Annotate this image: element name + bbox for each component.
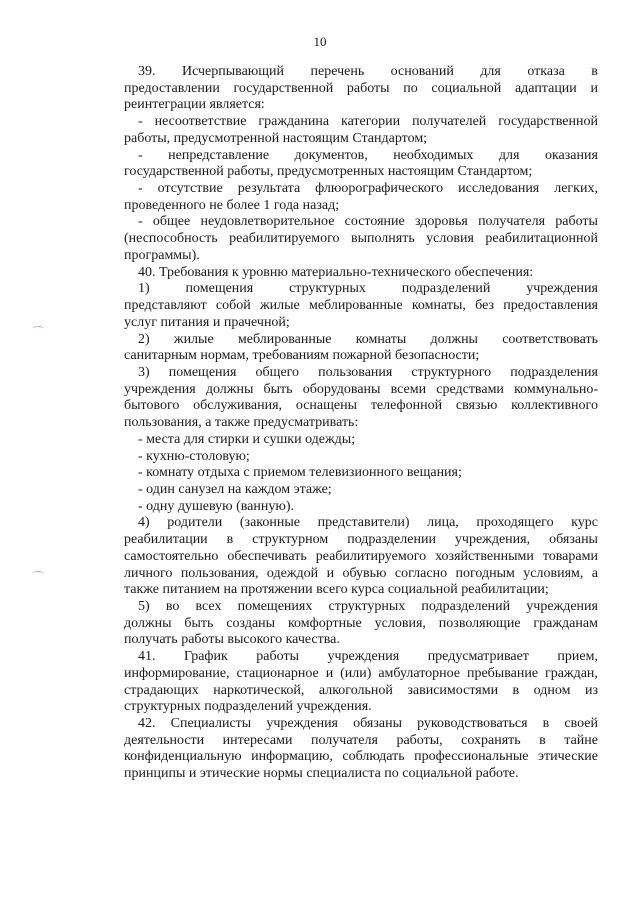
document-line: - один санузел на каждом этаже; [138, 481, 332, 497]
document-line: структурных подразделений учреждения. [124, 699, 372, 715]
document-line: 40. Требования к уровню материально-технического обеспечения: [138, 264, 534, 280]
document-line: деятельности интересами получателя работы, сохранять в тайне [124, 732, 598, 748]
document-line: 41. График работы учреждения предусматривает прием, [138, 649, 598, 665]
document-line: 4) родители (законные представители) лица, проходящего курс [138, 515, 598, 531]
document-line: конфиденциальную информацию, соблюдать профессиональные этические [124, 749, 598, 765]
document-line: 2) жилые меблированные комнаты должны соответствовать [138, 331, 598, 347]
document-line: страдающих наркотической, алкогольной зависимостями в одном из [124, 682, 598, 698]
document-line: - непредставление документов, необходимых для оказания [138, 147, 598, 163]
document-line: 39. Исчерпывающий перечень оснований для отказа в [138, 64, 598, 79]
document-line: представляют собой жилые меблированные комнаты, без предоставления [124, 298, 598, 314]
punch-hole-mark [32, 571, 44, 577]
punch-hole-mark [32, 326, 44, 332]
document-line: учреждения должны быть оборудованы всеми средствами коммунально- [124, 381, 598, 397]
document-line: реабилитации в структурном подразделении учреждения, обязаны [124, 532, 598, 548]
document-line: - несоответствие гражданина категории получателей государственной [138, 114, 598, 130]
document-line: 1) помещения структурных подразделений учреждения [138, 281, 598, 297]
document-line: программы). [124, 247, 200, 263]
document-line: принципы и этические нормы специалиста по социальной работе. [124, 766, 519, 782]
document-line: - комнату отдыха с приемом телевизионного вещания; [138, 465, 462, 481]
document-line: работы, предусмотренной настоящим Стандартом; [124, 130, 428, 146]
document-line: - одну душевую (ванную). [138, 498, 294, 514]
document-line: личного пользования, одеждой и обувью согласно погодным условиям, а [124, 565, 598, 581]
document-line: предоставлении государственной работы по социальной адаптации и [124, 80, 598, 96]
document-line: реинтеграции является: [124, 97, 265, 113]
document-line: услуг питания и прачечной; [124, 314, 290, 330]
document-line: - кухню-столовую; [138, 448, 250, 464]
document-line: 5) во всех помещениях структурных подразделений учреждения [138, 599, 598, 614]
document-line: - отсутствие результата флюорографического исследования легких, [138, 181, 598, 197]
document-line: 3) помещения общего пользования структурного подразделения [138, 364, 598, 380]
document-line: проведенного не более 1 года назад; [124, 197, 340, 213]
document-line: бытового обслуживания, оснащены телефонной связью коллективного [124, 398, 598, 414]
document-line: пользования, а также предусматривать: [124, 415, 359, 431]
document-line: получать работы высокого качества. [124, 632, 340, 648]
document-line: должны быть созданы комфортные условия, позволяющие гражданам [124, 615, 598, 631]
page-number: 10 [313, 34, 327, 49]
document-line: - общее неудовлетворительное состояние здоровья получателя работы [138, 214, 598, 230]
document-line: 42. Специалисты учреждения обязаны руководствоваться в своей [138, 716, 598, 732]
document-line: также питанием на протяжении всего курса социальной реабилитации; [124, 582, 549, 598]
document-line: санитарным нормам, требованиям пожарной безопасности; [124, 348, 480, 364]
document-line: государственной работы, предусмотренных настоящим Стандартом; [124, 164, 533, 180]
document-line: - места для стирки и сушки одежды; [138, 431, 356, 447]
document-line: информирование, стационарное и (или) амбулаторное пребывание граждан, [124, 665, 598, 681]
document-line: (неспособность реабилитируемого выполнять условия реабилитационной [124, 231, 598, 247]
document-body [124, 64, 598, 783]
document-line: самостоятельно обеспечивать реабилитируемого хозяйственными товарами [124, 548, 598, 564]
